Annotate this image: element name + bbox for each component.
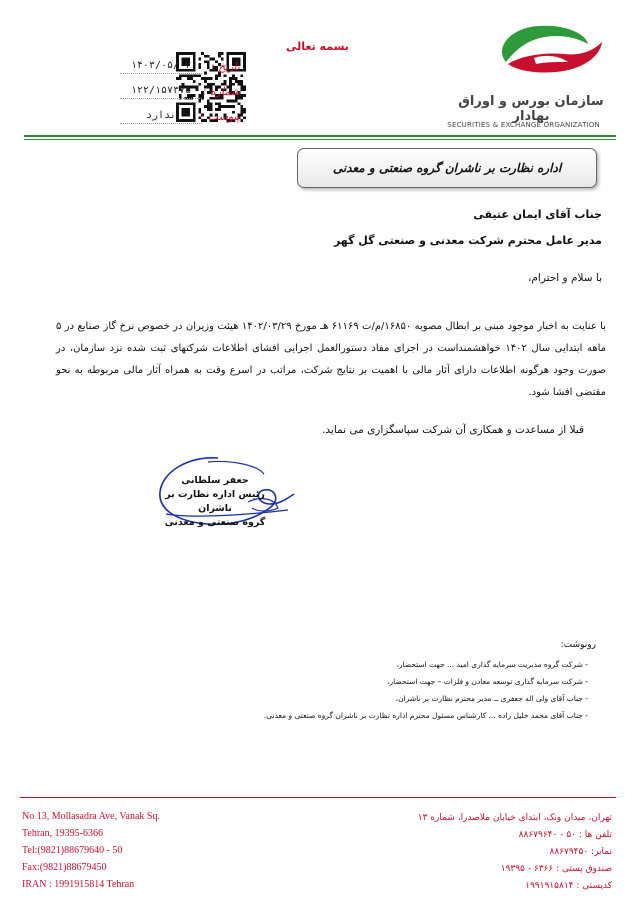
header-divider-thin [24,139,616,140]
org-name-en: SECURITIES & EXCHANGE ORGANIZATION [447,121,600,129]
header-divider [24,135,616,137]
footer-fa-line: تهران، میدان ونک، ابتدای خیابان ملاصدرا، شماره ۱۳ [417,813,612,823]
dotted-line [120,73,202,74]
footer-en-line: No 13, Mollasadra Ave, Vanak Sq. [22,811,160,822]
meta-number-value: ۱۲۲/۱۵۷۳۷۵ [130,85,192,96]
closing-line: قبلا از مساعدت و همکاری آن شرکت سپاسگزاری می نماید. [322,424,584,436]
addressee-name: جناب آقای ایمان عتیقی [473,208,602,221]
cc-item: - شرکت گروه مدیریت سرمایه گذاری امید ... جهت استحضار، [168,656,588,673]
meta-date-value: ۱۴۰۳/۰۵/۰۲ [130,60,192,71]
meta-number-label: شماره : [202,85,240,98]
meta-date-label: تاریخ : [210,60,240,73]
footer-address-fa [352,810,612,895]
cc-item: - شرکت سرمایه گذاری توسعه معادن و فلزات – جهت استحضار، [168,673,588,690]
signatory-department: گروه صنعتی و معدنی [164,517,266,528]
basmala: بسمه تعالی [286,40,349,53]
cc-item: - جناب آقای محمد خلیل زاده ... کارشناس مسئول محترم اداره نظارت بر ناشران گروه صنعتی و معدنی. [168,707,588,724]
meta-date [120,60,240,76]
meta-number [120,85,240,101]
cc-title: رونوشت: [560,640,596,650]
footer-en-line: Fax:(9821)88679450 [22,862,107,873]
dotted-line [120,123,202,124]
footer-en-line: IRAN : 1991915814 Tehran [22,879,135,890]
dotted-line [120,98,202,99]
department-title: اداره نظارت بر ناشران گروه صنعتی و معدنی [332,161,562,175]
department-box [297,148,597,188]
sec-org-logo-icon [464,18,614,80]
cc-item: - جناب آقای ولی اله جعفری ــ مدیر محترم نظارت بر ناشران، [168,690,588,707]
org-name-fa: سازمان بورس و اوراق بهادار [458,94,604,124]
meta-attachment [120,110,240,126]
meta-attachment-value: ندارد [145,110,177,121]
greeting: با سلام و احترام، [528,272,602,284]
footer-address-en [22,808,232,893]
signatory-title: رئیس اداره نظارت بر ناشران [165,489,265,514]
meta-attachment-label: پیوست : [200,110,240,123]
footer-fa-line: صندوق پستی : ۶۳۶۶ - ۱۹۳۹۵ [500,864,612,874]
letter-body: با عنایت به اخبار موجود مبنی بر ابطال مصوبه ۱۶۸۵۰/م/ت ۶۱۱۶۹ هـ مورخ ۱۴۰۲/۰۳/۲۹ هیئت وزیران در خصوص نرخ گاز صنایع در ۵ ماهه ابتدایی سال ۱۴۰۲ خواهشمنداست در اجرای مفاد دستورالعمل اجرایی افشای اطلاعات شرکتهای ثبت شده نزد سازمان، در صورت وجود هرگونه اطلاعات دارای آثار مالی با اهمیت بر نتایج شرکت، مراتب در اسرع وقت به همراه آثار مالی مربوطه به نحو مقتضی افشا شود. [56,321,607,398]
footer-fa-line: تلفن ها : ۵۰ - ۸۸۶۷۹۶۴۰ [518,830,612,840]
footer-en-line: Tel:(9821)88679640 - 50 [22,845,123,856]
cc-list [168,656,588,724]
signatory-name: جعفر سلطانی [181,475,249,486]
footer-fa-line: نمابر: ۸۸۶۷۹۴۵۰ [549,847,612,857]
footer-en-line: Tehran, 19395-6366 [22,828,103,839]
footer-fa-line: کدپستی : ۱۹۹۱۹۱۵۸۱۴ [525,881,612,891]
signatory-block [150,474,280,530]
addressee-title: مدیر عامل محترم شرکت معدنی و صنعتی گل گهر [333,234,602,247]
footer-divider [20,797,616,798]
